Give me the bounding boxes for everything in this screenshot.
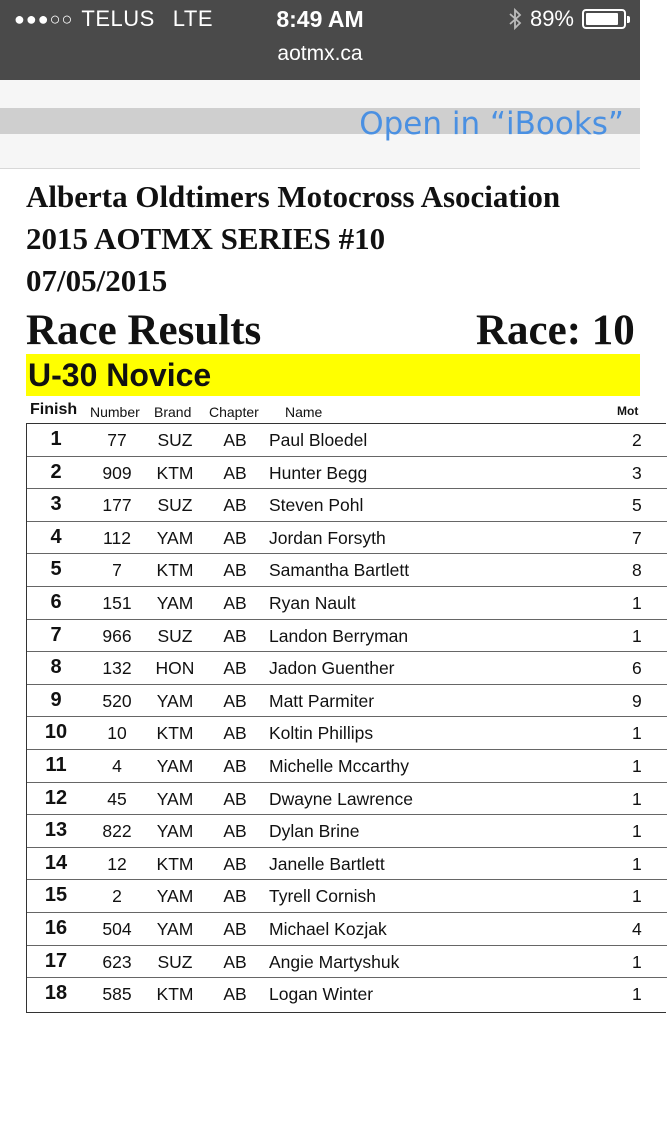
cell-moto: 7 [632, 527, 642, 548]
cell-number: 520 [102, 690, 132, 711]
cell-chapter: AB [223, 919, 247, 939]
cell-brand: KTM [156, 462, 194, 483]
header-finish: Finish [30, 401, 78, 418]
cell-moto: 1 [632, 951, 642, 972]
cell-number: 623 [102, 951, 132, 972]
cell-name: Ryan Nault [269, 593, 356, 613]
results-table [26, 423, 666, 1013]
cell-finish: 8 [50, 656, 62, 679]
cell-finish: 14 [44, 851, 68, 874]
cell-finish: 9 [50, 688, 62, 711]
cell-brand: KTM [156, 984, 194, 1005]
cell-brand: YAM [156, 690, 194, 711]
document-header [26, 176, 560, 302]
cell-chapter: AB [223, 430, 247, 450]
cell-name: Paul Bloedel [269, 430, 368, 450]
cell-moto: 4 [632, 919, 642, 939]
cell-chapter: AB [223, 690, 247, 711]
cell-number: 177 [102, 495, 132, 516]
cell-chapter: AB [223, 593, 247, 613]
cell-chapter: AB [223, 756, 247, 776]
cell-finish: 17 [44, 949, 68, 972]
cell-number: 4 [112, 756, 122, 776]
cell-name: Tyrell Cornish [269, 886, 376, 907]
cell-moto: 6 [632, 658, 642, 679]
cell-chapter: AB [223, 625, 247, 646]
cell-chapter: AB [223, 527, 247, 548]
race-number-label: Race: 10 [476, 307, 635, 354]
cell-brand: SUZ [157, 495, 193, 516]
cell-name: Landon Berryman [269, 625, 409, 646]
cell-moto: 9 [632, 690, 642, 711]
cell-name: Michelle Mccarthy [269, 756, 410, 776]
cell-name: Angie Martyshuk [269, 951, 400, 972]
header-chapter: Chapter [209, 404, 259, 420]
cell-name: Jadon Guenther [269, 658, 395, 679]
cell-number: 2 [112, 886, 122, 907]
table-row [27, 587, 667, 620]
cell-chapter: AB [223, 723, 247, 744]
cell-finish: 16 [44, 917, 68, 939]
cell-brand: YAM [156, 886, 194, 907]
cell-name: Samantha Bartlett [269, 560, 410, 581]
cell-brand: SUZ [157, 951, 193, 972]
open-in-ibooks-link[interactable]: Open in “iBooks” [359, 106, 624, 142]
cell-number: 12 [107, 853, 127, 874]
table-row [27, 815, 667, 848]
class-name: U-30 Novice [28, 357, 212, 393]
header-brand: Brand [154, 404, 192, 420]
cell-brand: YAM [156, 821, 194, 842]
cell-finish: 5 [50, 558, 62, 581]
table-row [27, 652, 667, 685]
status-bar [0, 0, 640, 80]
cell-number: 585 [102, 984, 132, 1005]
table-row [27, 554, 667, 587]
cell-brand: YAM [156, 756, 194, 776]
cell-moto: 1 [632, 853, 642, 874]
cell-chapter: AB [223, 821, 247, 842]
table-row [27, 457, 667, 490]
table-row [27, 685, 667, 718]
table-row [27, 880, 667, 913]
status-time: 8:49 AM [276, 6, 364, 32]
address-url[interactable]: aotmx.ca [277, 42, 363, 65]
cell-number: 77 [107, 430, 127, 450]
cell-moto: 3 [632, 462, 642, 483]
cell-name: Michael Kozjak [269, 919, 387, 939]
cell-chapter: AB [223, 853, 247, 874]
table-row [27, 913, 667, 946]
cell-chapter: AB [223, 560, 247, 581]
cell-number: 10 [107, 723, 127, 744]
signal-strength-icon: ●●●○○ [14, 8, 74, 29]
cell-chapter: AB [223, 788, 247, 809]
cell-finish: 18 [44, 982, 68, 1005]
cell-finish: 7 [50, 623, 62, 646]
cell-brand: YAM [156, 788, 194, 809]
status-right [508, 6, 626, 32]
cell-brand: KTM [156, 560, 194, 581]
class-banner [26, 354, 640, 396]
table-row [27, 750, 667, 783]
cell-moto: 1 [632, 593, 642, 613]
cell-brand: YAM [156, 919, 194, 939]
header-moto: Mot [617, 404, 639, 418]
cell-number: 822 [102, 821, 132, 842]
table-row [27, 783, 667, 816]
cell-finish: 1 [50, 428, 62, 450]
header-name: Name [285, 404, 323, 420]
cell-number: 132 [102, 658, 132, 679]
cell-brand: KTM [156, 723, 194, 744]
organization-title: Alberta Oldtimers Motocross Asociation [26, 179, 561, 214]
cell-finish: 2 [50, 460, 62, 483]
cell-brand: HON [155, 658, 195, 679]
table-row [27, 978, 667, 1011]
battery-percent: 89% [529, 6, 574, 31]
cell-number: 966 [102, 625, 132, 646]
cell-brand: YAM [156, 593, 194, 613]
carrier-label: TELUS [81, 6, 155, 31]
cell-number: 112 [103, 527, 131, 548]
cell-name: Logan Winter [269, 984, 374, 1005]
table-row [27, 522, 667, 555]
cell-finish: 12 [44, 786, 68, 809]
cell-number: 151 [102, 593, 132, 613]
race-date: 07/05/2015 [26, 263, 168, 298]
cell-moto: 2 [632, 430, 642, 450]
cell-chapter: AB [223, 951, 247, 972]
column-headers [26, 400, 640, 422]
cell-finish: 3 [50, 493, 62, 516]
cell-name: Janelle Bartlett [269, 853, 385, 874]
table-row [27, 620, 667, 653]
cell-chapter: AB [223, 886, 247, 907]
cell-name: Dylan Brine [269, 821, 360, 842]
cell-moto: 5 [632, 495, 642, 516]
cell-moto: 1 [632, 821, 642, 842]
cell-name: Dwayne Lawrence [269, 788, 413, 809]
network-label: LTE [172, 6, 214, 31]
header-number: Number [90, 404, 140, 420]
cell-name: Steven Pohl [269, 495, 364, 516]
cell-number: 7 [112, 560, 122, 581]
cell-moto: 1 [632, 886, 642, 907]
cell-number: 45 [107, 788, 127, 809]
cell-finish: 11 [45, 754, 67, 776]
table-row [27, 717, 667, 750]
cell-number: 909 [102, 462, 132, 483]
cell-number: 504 [102, 919, 132, 939]
table-row [27, 946, 667, 979]
bluetooth-icon [508, 8, 522, 30]
cell-moto: 1 [632, 984, 642, 1005]
cell-moto: 8 [632, 560, 642, 581]
cell-finish: 4 [50, 525, 62, 548]
ibooks-banner [0, 80, 640, 169]
cell-chapter: AB [223, 984, 247, 1005]
cell-finish: 6 [50, 591, 62, 613]
cell-brand: KTM [156, 853, 194, 874]
cell-chapter: AB [223, 658, 247, 679]
cell-moto: 1 [632, 788, 642, 809]
cell-brand: SUZ [157, 625, 193, 646]
cell-brand: YAM [156, 527, 194, 548]
cell-name: Jordan Forsyth [269, 527, 386, 548]
series-title: 2015 AOTMX SERIES #10 [26, 221, 386, 256]
race-results-heading: Race Results [26, 307, 262, 354]
cell-moto: 1 [632, 723, 642, 744]
cell-name: Koltin Phillips [269, 723, 374, 744]
cell-moto: 1 [632, 756, 642, 776]
cell-chapter: AB [223, 462, 247, 483]
cell-finish: 15 [44, 884, 68, 907]
cell-finish: 10 [44, 721, 68, 744]
cell-chapter: AB [223, 495, 247, 516]
table-row [27, 848, 667, 881]
cell-name: Matt Parmiter [269, 690, 375, 711]
table-row [27, 424, 667, 457]
cell-finish: 13 [44, 819, 68, 842]
cell-brand: SUZ [157, 430, 193, 450]
table-row [27, 489, 667, 522]
battery-icon [582, 9, 626, 29]
cell-moto: 1 [632, 625, 642, 646]
cell-name: Hunter Begg [269, 462, 368, 483]
